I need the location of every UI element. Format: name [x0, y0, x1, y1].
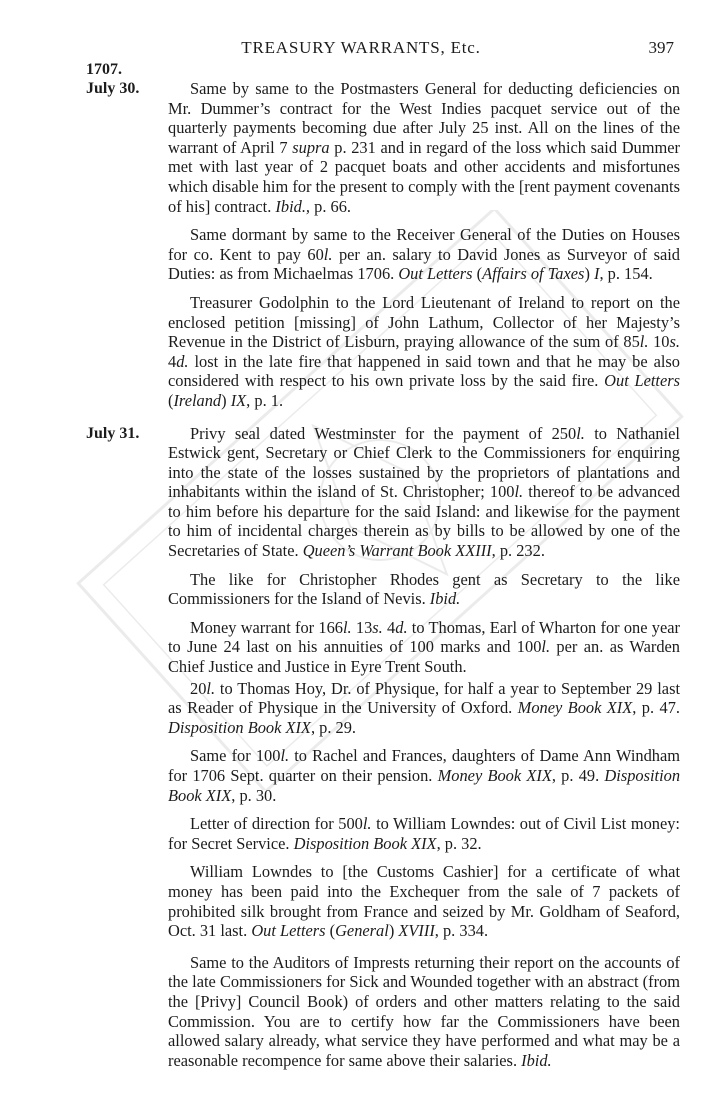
entry-citation: Ibid.: [429, 589, 461, 609]
entry-text: Same to the Auditors of Imprests returning their report on the accounts of the late Commissioners for Sick and Wounded together with an abstract (from the [Privy] Council Book) of orders and other matters relating to the said Commission. You are to certify how far the Commissioners have been allowed salary already, what service they have performed and what may be a reasonable recompence for same above their salaries.: [168, 952, 680, 1070]
entry: [86, 424, 680, 561]
entry-text: (: [168, 390, 174, 410]
entry-text: thereof to be advanced to him before his departure for the said Island: and likewise for the payment to him of incidental charges therein as by bills to be allowed by one of the Secretaries of State.: [168, 482, 680, 561]
year-heading: 1707.: [86, 61, 122, 78]
entry-text: Letter of direction for 500: [190, 814, 363, 834]
entry-citation: XVIII: [398, 921, 435, 941]
entry-text: , p. 1.: [246, 390, 284, 410]
entry-text: Same for 100: [190, 746, 281, 766]
entry: [86, 953, 680, 1071]
entry-text: to William Lowndes: out of Civil List money: for Secret Service.: [168, 814, 680, 853]
entry-text: 4: [168, 351, 177, 371]
entry-text: to Thomas, Earl of Wharton for one year to June 24 last on his annuities of 100 marks and 100: [168, 617, 680, 657]
entry-italic: l.: [362, 814, 372, 834]
entry-citation: Out Letters: [398, 264, 473, 284]
entry-citation: Money Book XIX: [517, 698, 633, 718]
entry-italic: l.: [514, 482, 524, 502]
entry-text: , p. 32.: [436, 833, 482, 853]
entry-text: Money warrant for 166: [190, 617, 343, 637]
entry-italic: supra: [292, 137, 330, 157]
entry-citation: Ireland: [173, 390, 222, 410]
entry-text: Privy seal dated Westminster for the payment of 250: [190, 423, 577, 443]
entry-citation: Disposition Book XIX: [168, 717, 311, 737]
entry-citation: Disposition Book XIX: [168, 766, 681, 805]
entry-text: lost in the late fire that happened in said town and that he may be also considered with respect to his own private loss by the said fire.: [168, 351, 680, 391]
entry-citation: General: [335, 921, 389, 941]
entry-italic: s.: [372, 617, 383, 637]
entry-text: 20: [190, 678, 207, 698]
entry-italic: l.: [576, 423, 585, 443]
entry-text: 4: [382, 617, 396, 637]
entry: [86, 225, 680, 284]
entry-text: , p. 47.: [632, 698, 681, 718]
entry-text: , p. 30.: [231, 785, 277, 805]
entry-italic: l.: [206, 678, 216, 698]
entry-citation: Out Letters: [251, 921, 326, 941]
entry-text: , p. 154.: [599, 264, 653, 284]
entry-italic: d.: [395, 617, 408, 637]
entry: [86, 293, 680, 411]
entry-italic: d.: [176, 351, 189, 371]
entry-text: (: [472, 264, 483, 284]
entry: [86, 679, 680, 738]
entry-citation: I: [594, 264, 600, 284]
entry-italic: l.: [541, 637, 551, 657]
entry-text: , p. 334.: [434, 921, 489, 941]
entry-text: p. 66.: [310, 196, 352, 216]
page-header: [0, 38, 722, 62]
entry-text: Same by same to the Postmasters General for deducting deficiencies on Mr. Dummer’s contract for the West Indies pacquet service out of the quarterly payments becoming due after July 25 inst. All on the lines of the warrant of April 7: [168, 79, 680, 157]
entry-text: (: [325, 921, 336, 941]
entry-text: Same dormant by same to the Receiver General of the Duties on Houses for co. Kent to pay 60: [168, 225, 680, 264]
entry-italic: l.: [342, 617, 352, 637]
entry-text: per an. as Warden Chief Justice and Justice in Eyre Trent South.: [168, 637, 680, 677]
entry-text: to Nathaniel Estwick gent, Secretary or Chief Clerk to the Commissioners for enquiring into the state of the losses sustained by the proprietors of plantations and inhabitants within the island of St. Christopher; 100: [168, 423, 680, 502]
running-head: TREASURY WARRANTS, Etc.: [241, 38, 481, 57]
date-label: July 30.: [86, 80, 140, 97]
entry-citation: Disposition Book XIX: [293, 833, 437, 853]
entries-body: [86, 79, 680, 1070]
date-label: July 31.: [86, 424, 140, 442]
entry-text: ): [584, 264, 594, 284]
entry-text: 13: [351, 617, 373, 637]
entry-text: p. 231 and in regard of the loss which said Dummer met with last year of 2 pacquet boats and other accidents and misfortunes which disable him for the present to comply with the [rent payment covenants of his] contract.: [168, 137, 680, 216]
entry-italic: s.: [669, 332, 680, 352]
entry: [86, 570, 680, 609]
entry: [86, 862, 680, 940]
entry-citation: Ibid.: [521, 1050, 552, 1070]
entry-citation: Queen’s Warrant Book XXIII: [302, 541, 492, 561]
entry: [86, 618, 680, 677]
entry-text: per an. salary to David Jones as Surveyor of said Duties: as from Michaelmas 1706.: [168, 244, 680, 284]
entry-citation: Ibid.,: [275, 196, 311, 216]
entry-text: ): [221, 390, 231, 410]
entry-text: , p. 29.: [310, 717, 357, 737]
entry: [86, 746, 680, 805]
entry-text: , p. 232.: [491, 541, 545, 561]
entry: [86, 814, 680, 853]
entry-italic: l.: [323, 244, 333, 264]
entry-text: , p. 49.: [551, 766, 605, 785]
entry-text: William Lowndes to [the Customs Cashier] for a certificate of what money has been paid into the Exchequer from the sale of 7 packets of prohibited silk brought from France and seized by Mr. Goldham of Seaford, Oct. 31 last.: [168, 862, 680, 941]
entry-text: ): [388, 921, 399, 941]
entry-citation: Money Book XIX: [437, 766, 552, 785]
entry: [86, 79, 680, 216]
page-number: 397: [648, 38, 674, 57]
entry-citation: IX: [230, 390, 247, 410]
entry-italic: l.: [280, 746, 290, 766]
entry-text: 10: [648, 332, 670, 352]
entry-text: The like for Christopher Rhodes gent as Secretary to the like Commissioners for the Island of Nevis.: [168, 569, 680, 609]
entry-text: to Thomas Hoy, Dr. of Physique, for half a year to September 29 last as Reader of Physique in the University of Oxford.: [168, 678, 680, 718]
entry-citation: Out Letters: [604, 371, 681, 391]
entry-italic: l.: [639, 332, 649, 352]
entry-citation: Affairs of Taxes: [482, 264, 585, 284]
entry-text: Treasurer Godolphin to the Lord Lieutenant of Ireland to report on the enclosed petition [missing] of John Lathum, Collector of her Majesty’s Revenue in the District of Lisburn, praying allowance of the sum of 85: [168, 292, 680, 352]
entry-text: to Rachel and Frances, daughters of Dame Ann Windham for 1706 Sept. quarter on their pension.: [168, 746, 681, 785]
